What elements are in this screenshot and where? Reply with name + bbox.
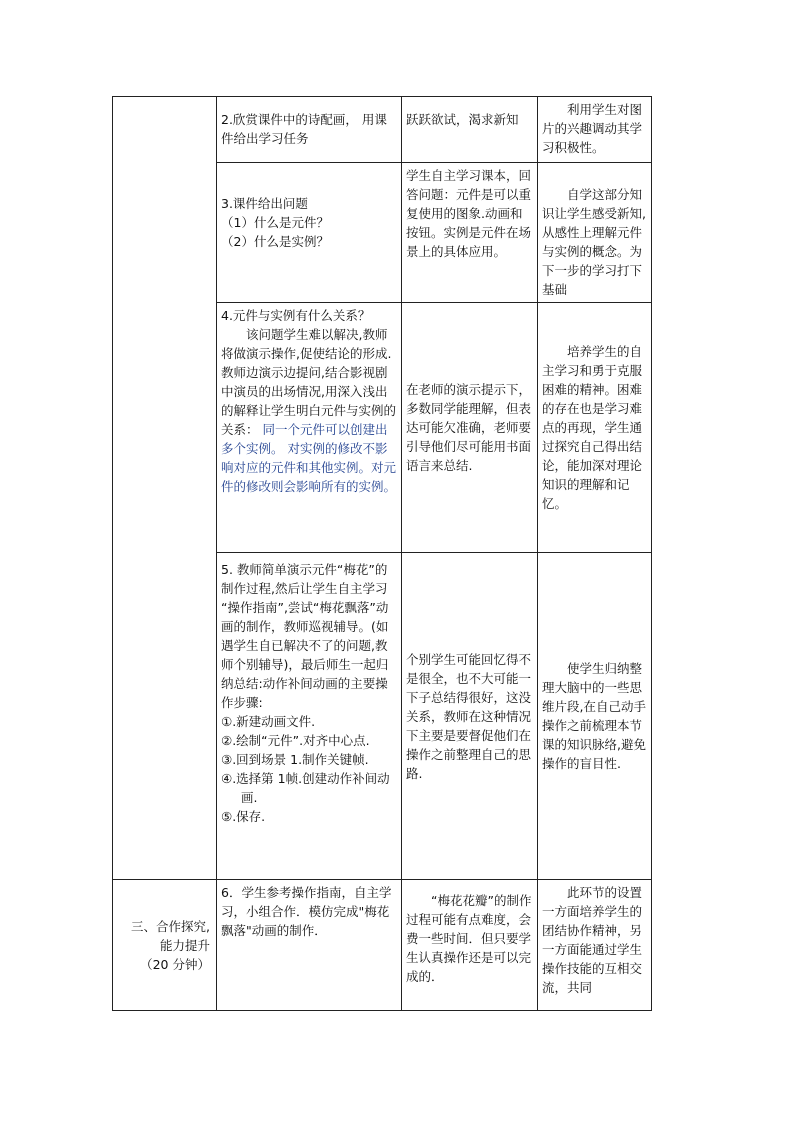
step-item: ②.绘制“元件”.对齐中心点. bbox=[221, 733, 370, 748]
relation-question: 4.元件与实例有什么关系？ bbox=[221, 308, 371, 323]
design-intent-text: 自学这部分知识让学生感受新知,从感性上理解元件与实例的概念。为下一步的学习打下基础 bbox=[542, 187, 646, 297]
teacher-activity-cell bbox=[217, 303, 402, 553]
design-intent-text: 使学生归纳整理大脑中的一些思维片段,在自己动手操作之前梳理本节课的知识脉络,避免操作的盲目性. bbox=[542, 661, 646, 771]
stage-cell bbox=[113, 97, 217, 880]
relation-conclusion: 同一个元件可以创建出多个实例。 对实例的修改不影响对应的元件和其他实例。对元件的修改则会影响所有的实例。 bbox=[221, 422, 397, 494]
teacher-activity-text: 6．学生参考操作指南，自主学习，小组合作．模仿完成"梅花飘落"动画的制作． bbox=[221, 885, 392, 938]
design-intent-cell bbox=[538, 163, 652, 303]
explain-paragraph: 教师边演示边提问,结合影视剧中演员的出场情况,用深入浅出的解释让学生明白元件与实例的关系： bbox=[221, 365, 397, 437]
demo-paragraph: 该问题学生难以解决,教师将做演示操作,促使结论的形成. bbox=[221, 327, 392, 361]
teacher-activity-cell bbox=[217, 163, 402, 303]
lesson-plan-table bbox=[112, 96, 652, 1011]
student-activity-text: 在老师的演示提示下，多数同学能理解，但表达可能欠准确，老师要引导他们尽可能用书面语言来总结. bbox=[406, 382, 532, 473]
table-row bbox=[113, 97, 652, 163]
design-intent-text: 利用学生对图片的兴趣调动其学习积极性。 bbox=[542, 102, 643, 155]
stage-subtitle: 能力提升 bbox=[159, 937, 210, 953]
question-2: （2）什么是实例？ bbox=[221, 234, 329, 249]
step-item: ⑤.保存. bbox=[221, 809, 266, 824]
design-intent-cell bbox=[538, 303, 652, 553]
student-activity-text: 个别学生可能回忆得不是很全，也不大可能一下子总结得很好，这没关系，教师在这种情况下主要是要督促他们在操作之前整理自己的思路. bbox=[406, 651, 532, 781]
teacher-activity-text: 2.欣赏课件中的诗配画， 用课件给出学习任务 bbox=[221, 112, 387, 146]
design-intent-cell bbox=[538, 97, 652, 163]
demo-intro: 5. 教师简单演示元件“梅花”的制作过程,然后让学生自主学习 “操作指南”,尝试“梅花飘落”动画的制作，教师巡视辅导。(如遇学生自已解决不了的问题,教师个别辅导)，最后师生一起归纳总结:动作补间动画的主要操作步骤: bbox=[221, 562, 389, 710]
step-item: ④.选择第 1帧.创建动作补间动画. bbox=[221, 771, 390, 805]
design-intent-cell bbox=[538, 880, 652, 1011]
design-intent-text: 培养学生的自主学习和勇于克服困难的精神。困难的存在也是学习难点的再现，学生通过探究自己得出结论，能加深对理论知识的理解和记忆。 bbox=[542, 344, 643, 511]
teacher-activity-cell bbox=[217, 880, 402, 1011]
teacher-activity-cell bbox=[217, 553, 402, 880]
design-intent-cell bbox=[538, 553, 652, 880]
student-activity-cell bbox=[402, 880, 538, 1011]
step-item: ①.新建动画文件. bbox=[221, 714, 316, 729]
student-activity-text: “梅花花瓣”的制作过程可能有点难度，会费一些时间．但只要学生认真操作还是可以完成的． bbox=[406, 893, 532, 984]
stage-cell bbox=[113, 880, 217, 1011]
student-activity-cell bbox=[402, 553, 538, 880]
design-intent-text: 此环节的设置一方面培养学生的团结协作精神，另一方面能通过学生操作技能的互相交流，共同 bbox=[542, 885, 643, 995]
teacher-activity-cell bbox=[217, 97, 402, 163]
student-activity-text: 跃跃欲试，渴求新知 bbox=[406, 112, 519, 127]
student-activity-cell bbox=[402, 303, 538, 553]
student-activity-cell bbox=[402, 97, 538, 163]
stage-title: 三、合作探究, bbox=[131, 918, 210, 934]
stage-duration: （20 分钟） bbox=[140, 956, 210, 972]
step-item: ③.回到场景 1.制作关键帧. bbox=[221, 752, 369, 767]
student-activity-cell bbox=[402, 163, 538, 303]
question-title: 3.课件给出问题 bbox=[221, 196, 308, 211]
question-1: （1）什么是元件？ bbox=[221, 215, 329, 230]
student-activity-text: 学生自主学习课本，回答问题：元件是可以重复使用的图象.动画和按钮。实例是元件在场景上的具体应用。 bbox=[406, 168, 532, 259]
table-row bbox=[113, 880, 652, 1011]
